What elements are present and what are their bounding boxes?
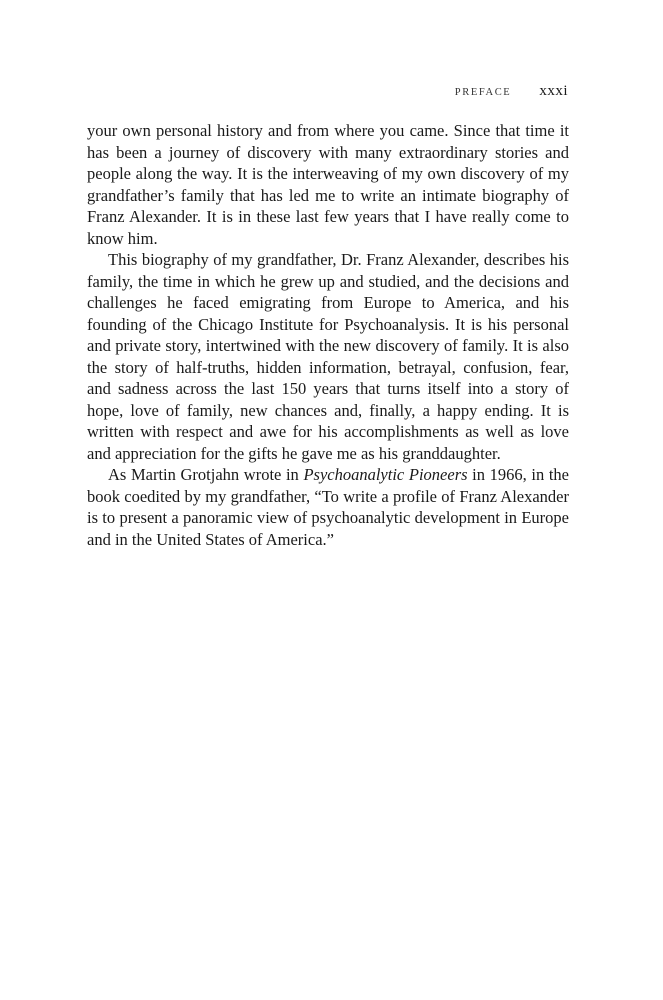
paragraph-3 bbox=[87, 464, 569, 550]
paragraph-3-rest: in 1966, in the book coedited by my grandfather, “To write a profile of Franz Alexander is to present a panoramic view of psychoanalytic development in Europe and in the United States of America.” bbox=[87, 465, 569, 549]
paragraph-1: your own personal history and from where you came. Since that time it has been a journey of discovery with many extraordinary stories and people along the way. It is the interweaving of my own discovery of my grandfather’s family that has led me to write an intimate biography of Franz Alexander. It is in these last few years that I have really come to know him. bbox=[87, 121, 569, 248]
paragraph-3-lead: As Martin Grotjahn wrote in bbox=[108, 465, 304, 484]
running-head bbox=[455, 83, 568, 100]
page-number: xxxi bbox=[539, 83, 568, 99]
book-title: Psychoanalytic Pioneers bbox=[303, 465, 468, 484]
paragraph-2: This biography of my grandfather, Dr. Franz Alexander, describes his family, the time in which he grew up and studied, and the decisions and challenges he faced emigrating from Europe to America, and his founding of the Chicago Institute for Psychoanalysis. It is his personal and private story, intertwined with the new discovery of family. It is also the story of half-truths, hidden information, betrayal, confusion, fear, and sadness across the last 150 years that turns itself into a story of hope, love of family, new chances and, finally, a happy ending. It is written with respect and awe for his accomplishments as well as love and appreciation for the gifts he gave me as his granddaughter. bbox=[87, 250, 569, 463]
section-title: PREFACE bbox=[454, 87, 512, 98]
body-text bbox=[87, 120, 569, 550]
